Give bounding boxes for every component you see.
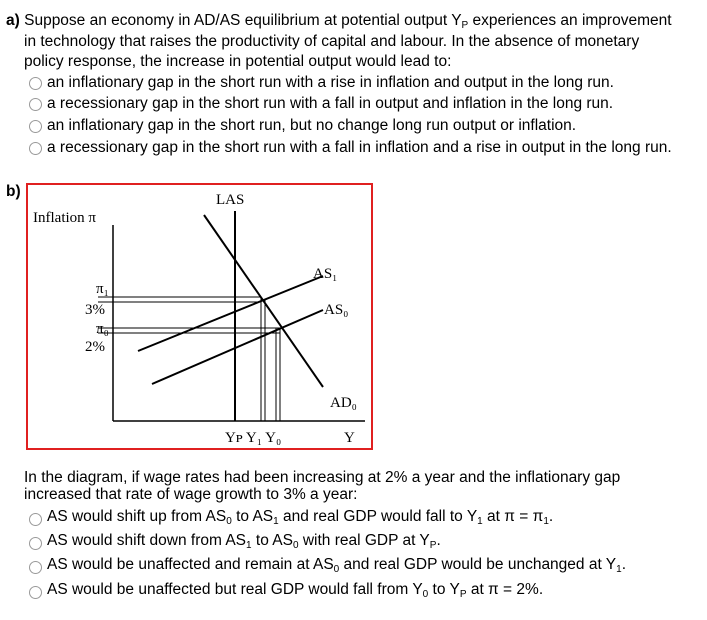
ad-as-diagram <box>26 183 373 450</box>
option-label: an inflationary gap in the short run, but no change long run output or inflation. <box>47 117 577 134</box>
radio-button[interactable] <box>29 120 42 133</box>
option-b-3[interactable] <box>29 555 626 580</box>
part-b-label: b) <box>6 183 21 200</box>
subscript: P <box>461 20 469 31</box>
option-a-1[interactable] <box>29 73 614 93</box>
radio-button[interactable] <box>29 98 42 111</box>
option-label: AS would shift up from $AS_0$ to $AS_1$ and real GDP would fall to $Y_1$ at $\pi = \pi_1$. <box>47 508 554 527</box>
part-a-label: a) <box>6 12 20 29</box>
option-a-3[interactable] <box>29 116 576 136</box>
question-a-text-1: Suppose an economy in AD/AS equilibrium at potential output Y <box>24 12 462 29</box>
ad0-label: AD₀ <box>330 395 357 411</box>
as1-label: AS₁ <box>313 266 338 282</box>
question-b-line-1: In the diagram, if wage rates had been increasing at 2% a year and the inflationary gap <box>24 469 621 486</box>
radio-button[interactable] <box>29 513 42 526</box>
radio-button[interactable] <box>29 77 42 90</box>
question-a-line-2: in technology that raises the productivity of capital and labour. In the absence of monetary <box>24 33 640 50</box>
option-b-4[interactable] <box>29 580 543 605</box>
as1-line <box>138 276 323 351</box>
pi0-label: π₀ <box>96 321 109 337</box>
las-label: LAS <box>216 192 245 208</box>
option-a-4[interactable] <box>29 138 672 158</box>
question-a-text-1-tail: experiences an improvement <box>468 12 672 29</box>
x-axis-tick-labels: Yᴘ Y₁ Y₀ <box>225 430 282 446</box>
option-a-2[interactable] <box>29 94 613 114</box>
y-axis-label: Inflation π <box>33 210 96 226</box>
pi0-value: 2% <box>85 339 105 355</box>
option-b-2[interactable] <box>29 531 441 556</box>
question-b-line-2: increased that rate of wage growth to 3% a year: <box>24 486 358 503</box>
pi1-label: π₁ <box>96 281 109 297</box>
radio-button[interactable] <box>29 561 42 574</box>
pi1-value: 3% <box>85 302 105 318</box>
radio-button[interactable] <box>29 142 42 155</box>
radio-button[interactable] <box>29 537 42 550</box>
option-b-1[interactable] <box>29 507 553 532</box>
as0-label: AS₀ <box>324 302 349 318</box>
option-label: a recessionary gap in the short run with a fall in output and inflation in the long run. <box>47 95 614 112</box>
option-label: an inflationary gap in the short run with a rise in inflation and output in the long run. <box>47 74 614 91</box>
option-label: AS would be unaffected but real GDP would fall from $Y_0$ to $Y_P$ at π = 2%. <box>47 581 544 600</box>
option-label: AS would shift down from $AS_1$ to $AS_0$ with real GDP at $Y_P$. <box>47 532 441 551</box>
option-label: AS would be unaffected and remain at $AS_0$ and real GDP would be unchanged at $Y_1$. <box>47 556 627 575</box>
radio-button[interactable] <box>29 586 42 599</box>
as0-line <box>152 310 323 384</box>
diagram-svg <box>28 185 371 448</box>
x-axis-label: Y <box>344 430 355 446</box>
option-label: a recessionary gap in the short run with a fall in inflation and a rise in output in the long run. <box>47 139 672 156</box>
question-a-line-3: policy response, the increase in potential output would lead to: <box>24 53 452 70</box>
